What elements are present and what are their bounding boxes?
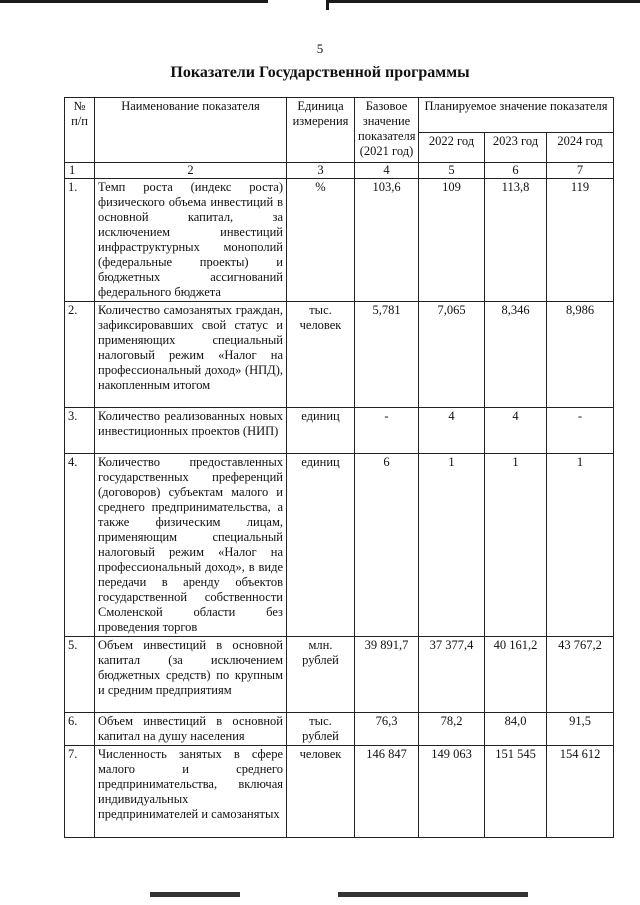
table-row (65, 302, 614, 408)
header-row (65, 98, 614, 133)
scan-artifact (338, 892, 528, 897)
page-title: Показатели Государственной программы (170, 64, 470, 81)
header-num: № п/п (65, 98, 95, 163)
table-row (65, 408, 614, 454)
row-number: 1. (65, 179, 95, 302)
value-2023: 40 161,2 (485, 637, 547, 713)
indicator-unit: % (287, 179, 355, 302)
value-2024: - (547, 408, 614, 454)
value-2024: 91,5 (547, 713, 614, 746)
value-2023: 1 (485, 454, 547, 637)
column-index: 4 (355, 163, 419, 179)
page-number: 5 (316, 41, 324, 56)
header-year-2023: 2023 год (485, 132, 547, 162)
base-value: 146 847 (355, 746, 419, 838)
indicator-name: Численность занятых в сфере малого и среднего предпринимательства, включая индивидуальных предпринимателей и самозанятых (95, 746, 287, 838)
column-index: 1 (65, 163, 95, 179)
value-2024: 8,986 (547, 302, 614, 408)
value-2022: 4 (419, 408, 485, 454)
table-row (65, 454, 614, 637)
value-2023: 8,346 (485, 302, 547, 408)
value-2022: 1 (419, 454, 485, 637)
indicator-unit: тыс. человек (287, 302, 355, 408)
row-number: 4. (65, 454, 95, 637)
value-2023: 84,0 (485, 713, 547, 746)
indicator-unit: человек (287, 746, 355, 838)
base-value: 39 891,7 (355, 637, 419, 713)
base-value: 6 (355, 454, 419, 637)
value-2022: 109 (419, 179, 485, 302)
value-2024: 119 (547, 179, 614, 302)
header-base: Базовое значение показателя (2021 год) (355, 98, 419, 163)
indicator-name: Количество самозанятых граждан, зафиксировавших свой статус и применяющих специальный налоговый режим «Налог на профессиональный доход» (НПД), накопленным итогом (95, 302, 287, 408)
header-unit: Единица измерения (287, 98, 355, 163)
scan-artifact (150, 892, 240, 897)
value-2023: 4 (485, 408, 547, 454)
base-value: 103,6 (355, 179, 419, 302)
column-index: 6 (485, 163, 547, 179)
value-2022: 7,065 (419, 302, 485, 408)
scan-edge-gap (268, 0, 326, 3)
indicator-unit: млн. рублей (287, 637, 355, 713)
column-index: 3 (287, 163, 355, 179)
header-name: Наименование показателя (95, 98, 287, 163)
indicator-unit: единиц (287, 408, 355, 454)
value-2024: 1 (547, 454, 614, 637)
table-row (65, 637, 614, 713)
base-value: 76,3 (355, 713, 419, 746)
indicator-name: Количество реализованных новых инвестиционных проектов (НИП) (95, 408, 287, 454)
scan-edge-tick (326, 0, 329, 10)
base-value: 5,781 (355, 302, 419, 408)
row-number: 7. (65, 746, 95, 838)
column-index-row (65, 163, 614, 179)
column-index: 7 (547, 163, 614, 179)
base-value: - (355, 408, 419, 454)
column-index: 2 (95, 163, 287, 179)
value-2023: 113,8 (485, 179, 547, 302)
indicator-name: Темп роста (индекс роста) физического объема инвестиций в основной капитал, за исключением инвестиций инфраструктурных монополий (федеральные проекты) и бюджетных ассигнований федерального бюджета (95, 179, 287, 302)
row-number: 2. (65, 302, 95, 408)
indicator-name: Количество предоставленных государственных преференций (договоров) субъектам малого и среднего предпринимательства, а также физическим лицам, применяющим специальный налоговый режим «Налог на профессиональный доход», в виде передачи в аренду объектов государственной собственности Смоленской области без проведения торгов (95, 454, 287, 637)
value-2022: 37 377,4 (419, 637, 485, 713)
value-2022: 78,2 (419, 713, 485, 746)
row-number: 6. (65, 713, 95, 746)
row-number: 5. (65, 637, 95, 713)
column-index: 5 (419, 163, 485, 179)
table-row (65, 746, 614, 838)
indicator-unit: тыс. рублей (287, 713, 355, 746)
indicator-name: Объем инвестиций в основной капитал (за исключением бюджетных средств) по крупным и средним предприятиям (95, 637, 287, 713)
table-row (65, 713, 614, 746)
header-year-2022: 2022 год (419, 132, 485, 162)
value-2024: 154 612 (547, 746, 614, 838)
indicator-name: Объем инвестиций в основной капитал на душу населения (95, 713, 287, 746)
indicators-table (64, 97, 614, 838)
table-row (65, 179, 614, 302)
value-2022: 149 063 (419, 746, 485, 838)
header-year-2024: 2024 год (547, 132, 614, 162)
value-2023: 151 545 (485, 746, 547, 838)
value-2024: 43 767,2 (547, 637, 614, 713)
indicator-unit: единиц (287, 454, 355, 637)
row-number: 3. (65, 408, 95, 454)
header-planned: Планируемое значение показателя (419, 98, 614, 133)
